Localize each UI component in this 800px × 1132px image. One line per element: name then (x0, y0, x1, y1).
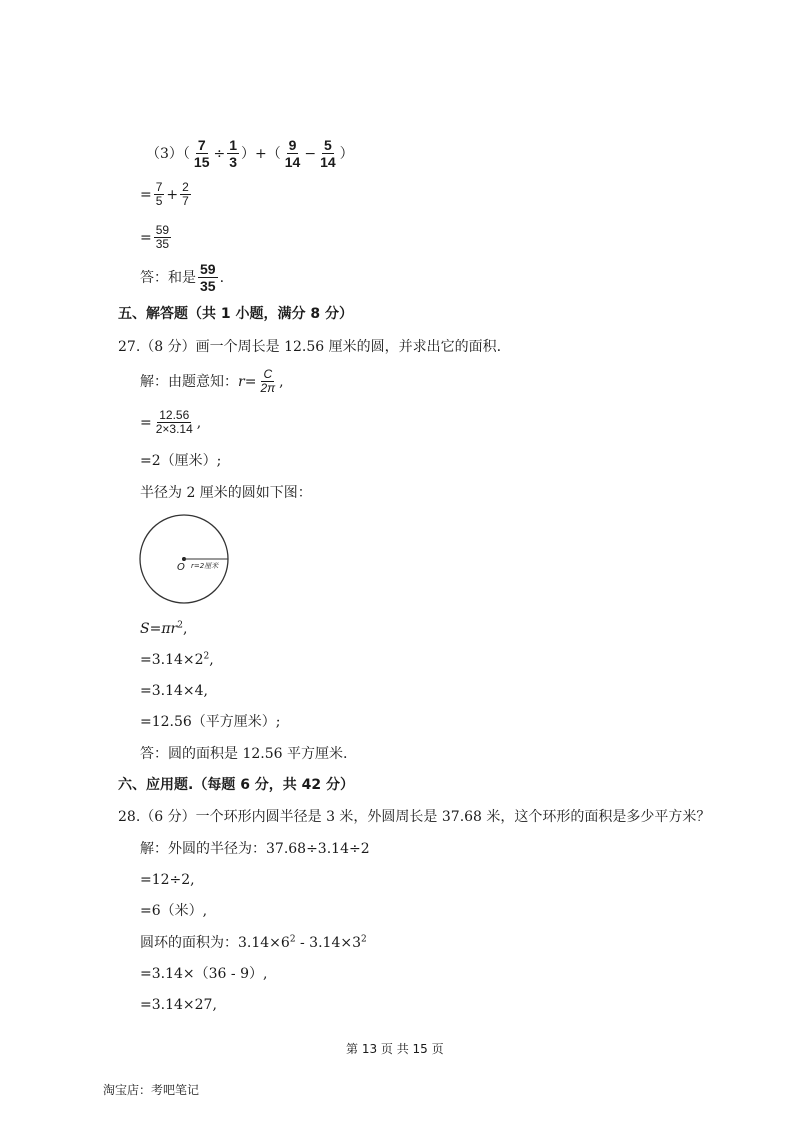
fraction: $\frac{59}{35}$ (155, 223, 170, 252)
q27-step2: =2（厘米）; (140, 453, 222, 469)
radius-label: r=2厘米 (191, 562, 219, 570)
q27-step1: = $\frac{12.56}{2\times 3.14}$ , (140, 408, 202, 437)
q27-circle-intro: 半径为 2 厘米的圆如下图： (140, 485, 312, 501)
q26-answer: 答：和是 $\frac{59}{35}$ . (140, 261, 225, 295)
q28-sol5: =3.14×（36 - 9）, (140, 966, 268, 982)
q27-question: 27.（8 分）画一个周长是 12.56 厘米的圆，并求出它的面积. (118, 339, 502, 355)
q28-question: 28.（6 分）一个环形内圆半径是 3 米，外圆周长是 37.68 米，这个环形的面积是多少平方米？ (118, 809, 711, 825)
section6-heading: 六、应用题.（每题 6 分，共 42 分） (118, 777, 355, 793)
fraction: $\frac{12.56}{2\times 3.14}$ (155, 408, 193, 437)
circle-figure (135, 512, 240, 612)
section5-heading: 五、解答题（共 1 小题，满分 8 分） (118, 306, 353, 322)
center-label: O (177, 562, 185, 573)
fraction: $\frac{7}{5}$ (155, 180, 163, 209)
page-number: 第 13 页 共 15 页 (346, 1042, 444, 1056)
fraction: $\frac{7}{15}$ (193, 137, 210, 171)
q26-step2: = $\frac{59}{35}$ (140, 223, 170, 252)
fraction: $\frac{59}{35}$ (200, 261, 216, 295)
q27-answer: 答：圆的面积是 12.56 平方厘米. (140, 746, 348, 762)
fraction: $\frac{9}{14}$ (284, 137, 301, 171)
q27-area-step2: =3.14×4, (140, 683, 208, 699)
shop-credit: 淘宝店：考吧笔记 (103, 1083, 200, 1097)
q27-area-step3: =12.56（平方厘米）; (140, 714, 281, 730)
q28-sol6: =3.14×27, (140, 997, 217, 1013)
fraction: $\frac{2}{7}$ (182, 180, 189, 209)
fraction: $\frac{5}{14}$ (320, 137, 336, 171)
q27-area-step1: $=3.14\times 2^2$, (140, 651, 214, 668)
q27-area-formula: $S=\pi r^2$, (140, 620, 188, 637)
q28-sol3: =6（米）, (140, 903, 208, 919)
q26-step1: = $\frac{7}{5}$ + $\frac{2}{7}$ (140, 180, 189, 209)
q28-sol4: 圆环的面积为：$3.14\times 6^2 - 3.14\times 3^2$ (140, 934, 367, 951)
q28-sol2: =12÷2, (140, 872, 195, 888)
q27-solution-intro: 解：由题意知：r= $\frac{C}{2\pi}$ , (140, 367, 284, 396)
fraction: $\frac{C}{2\pi}$ (260, 367, 276, 396)
q28-sol1: 解：外圆的半径为：37.68÷3.14÷2 (140, 841, 370, 857)
q26-part3-expression: （3）（ $\frac{7}{15}$ ÷ $\frac{1}{3}$ ）+（ $\frac{9}{14}$ − $\frac{5}{14}$ ） (146, 137, 354, 171)
fraction: $\frac{1}{3}$ (229, 137, 238, 171)
